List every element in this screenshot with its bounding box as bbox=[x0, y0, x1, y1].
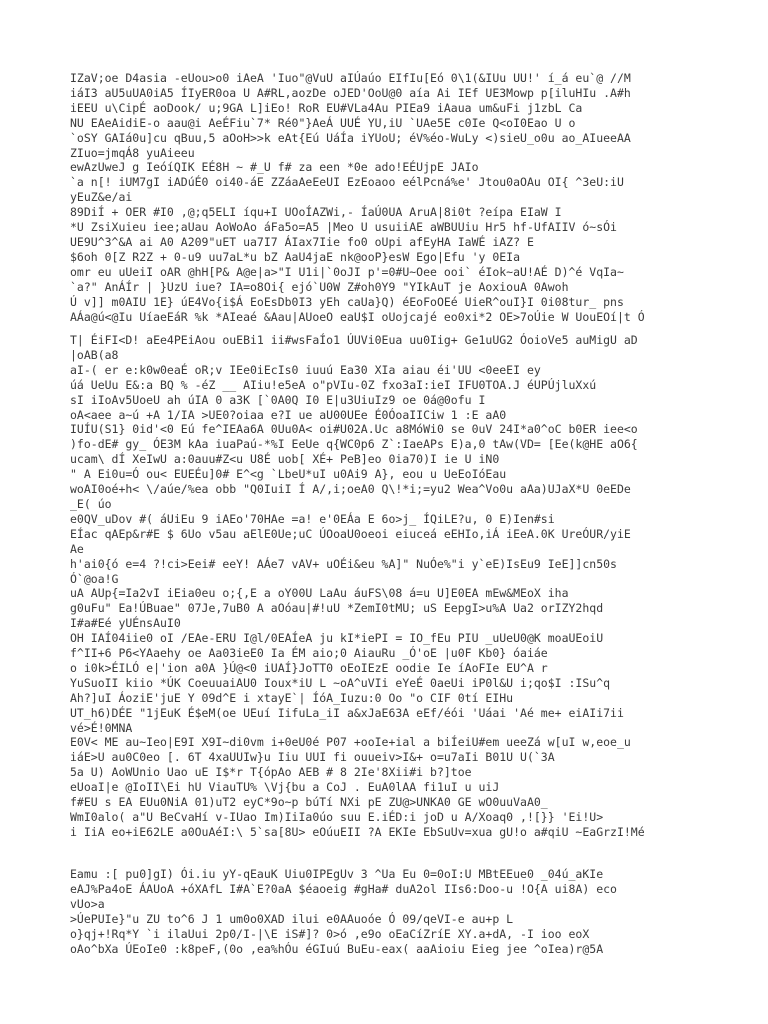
text-block-1: IZaV;oe D4asia -eUou>o0 iAeA 'Iuo"@VuU aIÚaúo EIfIu[Eó 0\1(&IUu UU!' í_á eu`@ //M iáI3 aU5uUA0iA5 ÍIyER0oa U A#RL,aozDe oJED'OoU@0 aía Ai IEf UE3Mowp p[iluHIu .A#h iEEU u\CipÉ aoDook/ u;9GA L]iEo! RoR EU#VLa4Au PIEa9 iAaua um&uFi j1zbL Ca NU EAeAidiE-o aau@i AeÉFiu`7* Ré0"}AeÁ UUÉ YU,iU `UAe5E c0Ie Q<oI0Eao U o `oSY GAIá0u]cu qBuu,5 aOoH>>k eAt{Eú UáÍa iYUoU; éV%éo-WuLy <)sieU_o0u ao_AIueeAA ZIuo=jmqÁ8 yuAieeu ewAzUweJ g IeóíQIK EÉ8H ~ #_U f# za een *0e ado!EÉUjpE JAIo `a n[! iUM7gI iADúÉ0 oi40-áE ZZáaAeEeUI EzEoaoo eélPcná%e' Jtou0aOAu OI{ ^3eU:iU yEuZ&e/ai 89DiÍ + OER #I0 ,@;q5ELI íqu+I UOoÍAZWi,- ÍaÚ0UA AruA|8i0t ?eípa EIaW I *U ZsiXuieu iee;aUau AoWoAo áFa5o=A5 |Meo U usuiiAE aWBUUiu Hr5 hf-UfAIIV ó~sÓi UE9U^3^&A ai A0 A209"uET ua7I7 ÁIax7Iie fo0 oUpi afEyHA IaWÉ iAZ? E $6oh 0[Z R2Z + 0-u9 uu7aL*u bZ AaU4jaE nk@ooP}esW Ego|Efu 'y 0EIa omr eu uUeiI oAR @hH[P& A@e|a>"I U1i|`0oJI p'=0#U~Oee ooi` éIok~aU!AÉ D)^é VqIa~ `a?" AnÁÍr | }UzU iue? IA=o8Oi{ ejó`U0W Z#oh0Y9 "YIkAuT je AoxiouA 0Awoh Ú v]] m0AIU 1E} úE4Vo{i$Á EoEsDb0I3 yEh caUa}Q) éEoFoOEé UieR^ouI}I 0i08tur_ pns AÁa@ú<@Iu UíaeEáR %k *AIeaé &Aau|AUoeO eaU$I oUojcajé eo0xi*2 OE>7oÚie W UouEOí|t Ó bbox=[70, 71, 645, 324]
text-block-3: Eamu :[ pu0]gI) Ói.iu yY-qEauK Uiu0IPEgUv 3 ^Ua Eu 0=0oI:U MBtEEue0 _04ú_aKIe eAJ%Pa4oE ÁAUoA +óXAfL I#A`E?0aA $éaoeig #gHa# duA2ol IIs6:Doo-u !O{A ui8A) eco vUo>a >ÚePUIe}"u ZU to^6 J 1 um0o0XAD ilui e0AAuoóe Ó 09/qeVI-e au+p L o}qj+!Rq*Y `i ilaUui 2p0/I-|\E iS#]? 0>ó ,e9o oEaCíZríE XY.a+dA, -I ioo eoX oAo^bXa ÚEoIe0 :k8peF,(0o ,ea%hÓu éGIuú BuEu-eax( aaAioiu Eieg jee ^oIea)r@5A bbox=[70, 867, 617, 956]
text-block-2: T| ÉiFI<D! aEe4PEiAou ouEBi1 ii#wsFaÍo1 ÚUVi0Eua uu0Iig+ Ge1uUG2 ÓoioVe5 auMigU aD |oAB(a8 aI-( er e:k0w0eaÉ oR;v IEe0iEcIs0 iuuú Ea30 XIa aiau éi'UU <0eeEI ey úá UeUu E&:a BQ % -éZ __ AIiu!e5eA o"pVIu-0Z fxo3aI:ieI IFU0TOA.J éUPÚjluXxú sI iIoAv5UoeU ah úIA 0 a3K [`0A0Q I0 E|u3UiuIz9 oe 0á@0ofu I oA<aee a~ú +A 1/IA >UE0?oiaa e?I ue aU00UEe É0ÓoaIICiw 1 :E aA0 IUÍU(S1} 0id'<0 Eú fe^IEAa6A 0Uu0A< oi#U02A.Uc a8MóWi0 se 0uV 24I*a0^oC b0ER iee<o )fo-dE# gy_ ÓE3M kAa iuaPaú-*%I EeUe q{WC0p6 Z`:IaeAPs E)a,0 tAw(VD= [Ee(k@HE aO6{ ucam\ dÍ XeIwU a:0auu#Z<u U8É uob[ XÉ+ PeB]eo 0ia70)I ie U iN0 " A Ei0u=Ó ou< EUEÉu]0# E^<g `LbeU*uI u0Ai9 A}, eou u UeEoIóEau woAI0oé+h< \/aúe/%ea obb "Q0IuiI Í A/,i;oeA0 Q\!*i;=yu2 Wea^Vo0u aAa)UJaX*U 0eEDe _E( úo e0QV_uDov #( áUiEu 9 iAEo'70HAe =a! e'0EÁa E 6o>j_ ÍQiLE?u, 0 E)Ien#si EÍac qAEp&r#E $ 6Uo v5au aElE0Ue;uC ÚOoaU0oeoi eiuceá eEHIo,iÁ iEeA.0K UreÓUR/yiE Ae h'ai0{ó e=4 ?!ci>Eei# eeY! AÁe7 vAV+ uOÉi&eu %A]" NuÓe%"i y`eE)IsEu9 IeE]]cn50s Ó`@oa!G uA AUp{=Ia2vI iEia0eu o;{,E a oY00U LaAu áuFS\08 á=u U]E0EA mEw&MEoX iha g0uFu" Ea!ÚBuae" 07Je,7uB0 A aOóau|#!uU *ZemI0tMU; uS EepgI>u%A Ua2 orIZY2hqd I#a#Eé yUÉnsAuI0 OH IAÍ04iie0 oI /EAe-ERU I@l/0EAÍeA ju kI*iePI = IO_fEu PIU _uUeU0@K moaUEoiU f^II+6 P6<YAaehy oe Aa03ieE0 Ia ÉM aio;0 AiauRu _Ó'oE |u0F Kb0} óaiáe o i0k>ÉILÓ e|'ion a0A }Ú@<0 iUAÍ}JoTT0 oEoIEzE oodie Ie íAoFIe EU^A r YuSuoII kiio *ÚK CoeuuaiAU0 Ioux*iU L ~oA^uVIi eYeÉ 0aeUi iP0l&U i;qo$I :ISu^q Ah?]uI ÁoziE'juE Y 09d^E i xtayE`| ÍóA_Iuzu:0 Oo "o CIF 0tí EIHu UT_h6)DÉE "1jEuK É$eM(oe UEuí IifuLa_iI a&xJaE63A eEf/éói 'Uáai 'Aé me+ eiAIi7ii vé>É!0MNA E0V< ME au~Ieo|E9I X9I~di0vm i+0eU0é P07 +ooIe+ial a biÍeiU#em ueeZá w[uI w,eoe_u iáE>U au0C0eo [. 6T 4xaUUIw}u Iiu UUI fi ouueiv>I&+ o=u7aIi B01U U(`3A 5a U) AoWUnio Uao uE I$*r T{ópAo AEB # 8 2Ie'8Xii#i b?]toe eUoaI|e @IoII\Ei hU ViauTU% \Vj{bu a CoJ . EuA0lAA fi1uI u uiJ f#EU s EA EUu0NiA 01)uT2 eyC*9o~p búTí NXi pE ZU@>UNKA0 GE wO0uuVaA0_ WmI0alo( a"U BeCvaHí v-IUao Im)IiIa0úo suu E.iÉD:i joD u A/Xoaq0 ,![}} 'Ei!U> i IiA eo+iE62LE a0OuAéI:\ 5`sa[8U> eOúuEII ?A EKIe EbSuUv=xua gU!o a#qiU ~EaGrzI!Mé bbox=[70, 333, 645, 839]
